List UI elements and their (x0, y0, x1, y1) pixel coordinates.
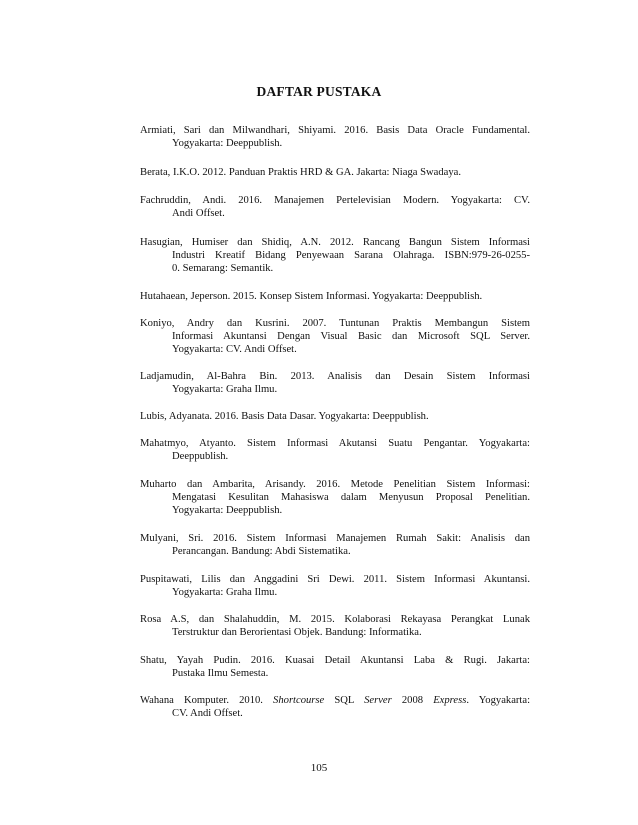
reference-line: Yogyakarta: Graha Ilmu. (172, 587, 278, 598)
reference-entry (140, 437, 530, 463)
reference-line: Armiati, Sari dan Milwandhari, Shiyami. 2016. Basis Data Oracle Fundamental. (140, 125, 530, 136)
reference-line: Yogyakarta: Deeppublish. (172, 505, 283, 516)
reference-line: Perancangan. Bandung: Abdi Sistematika. (172, 546, 351, 557)
reference-entry (140, 410, 530, 423)
page-title: DAFTAR PUSTAKA (256, 84, 382, 99)
reference-line: Yogyakarta: Graha Ilmu. (172, 384, 278, 395)
reference-line: Yogyakarta: CV. Andi Offset. (172, 344, 297, 355)
reference-line: Koniyo, Andry dan Kusrini. 2007. Tuntunan Praktis Membangun Sistem (140, 318, 530, 329)
reference-line: Deeppublish. (172, 451, 229, 462)
reference-line: Lubis, Adyanata. 2016. Basis Data Dasar. Yogyakarta: Deeppublish. (140, 411, 429, 422)
reference-line: Fachruddin, Andi. 2016. Manajemen Pertelevisian Modern. Yogyakarta: CV. (140, 195, 530, 206)
reference-line: Mulyani, Sri. 2016. Sistem Informasi Manajemen Rumah Sakit: Analisis dan (140, 533, 530, 544)
reference-line: Ladjamudin, Al-Bahra Bin. 2013. Analisis dan Desain Sistem Informasi (140, 371, 530, 382)
reference-entry (140, 124, 530, 150)
reference-line: Shatu, Yayah Pudin. 2016. Kuasai Detail Akuntansi Laba & Rugi. Jakarta: (140, 655, 530, 666)
page-number: 105 (310, 762, 328, 774)
reference-line: Berata, I.K.O. 2012. Panduan Praktis HRD & GA. Jakarta: Niaga Swadaya. (140, 167, 461, 178)
reference-line: Mengatasi Kesulitan Mahasiswa dalam Menyusun Proposal Penelitian. (172, 492, 530, 503)
reference-entry (140, 290, 530, 303)
reference-line: Industri Kreatif Bidang Penyewaan Sarana Olahraga. ISBN:979-26-0255- (172, 250, 530, 261)
reference-entry (140, 478, 530, 517)
reference-entry (140, 654, 530, 680)
reference-line: Muharto dan Ambarita, Arisandy. 2016. Metode Penelitian Sistem Informasi: (140, 479, 530, 490)
reference-line: CV. Andi Offset. (172, 708, 243, 719)
reference-line: Hutahaean, Jeperson. 2015. Konsep Sistem Informasi. Yogyakarta: Deeppublish. (140, 291, 483, 302)
reference-line: Mahatmyo, Atyanto. Sistem Informasi Akutansi Suatu Pengantar. Yogyakarta: (140, 438, 530, 449)
reference-entry (140, 236, 530, 275)
reference-line: Yogyakarta: Deeppublish. (172, 138, 283, 149)
reference-line: Hasugian, Humiser dan Shidiq, A.N. 2012. Rancang Bangun Sistem Informasi (140, 237, 530, 248)
reference-entry (140, 166, 530, 179)
reference-line: Pustaka Ilmu Semesta. (172, 668, 269, 679)
reference-entry (140, 317, 530, 356)
reference-entry (140, 573, 530, 599)
reference-line: Andi Offset. (172, 208, 225, 219)
reference-entry (140, 194, 530, 220)
reference-line: 0. Semarang: Semantik. (172, 263, 274, 274)
reference-entry (140, 694, 530, 720)
reference-entry (140, 613, 530, 639)
reference-line: Rosa A.S, dan Shalahuddin, M. 2015. Kolaborasi Rekayasa Perangkat Lunak (140, 614, 530, 625)
reference-line: Terstruktur dan Berorientasi Objek. Bandung: Informatika. (172, 627, 422, 638)
reference-line: Puspitawati, Lilis dan Anggadini Sri Dewi. 2011. Sistem Informasi Akuntansi. (140, 574, 530, 585)
reference-line: Informasi Akuntansi Dengan Visual Basic dan Microsoft SQL Server. (172, 331, 530, 342)
reference-entry (140, 370, 530, 396)
reference-entry (140, 532, 530, 558)
reference-line: Wahana Komputer. 2010. Shortcourse SQL Server 2008 Express. Yogyakarta: (140, 695, 531, 706)
